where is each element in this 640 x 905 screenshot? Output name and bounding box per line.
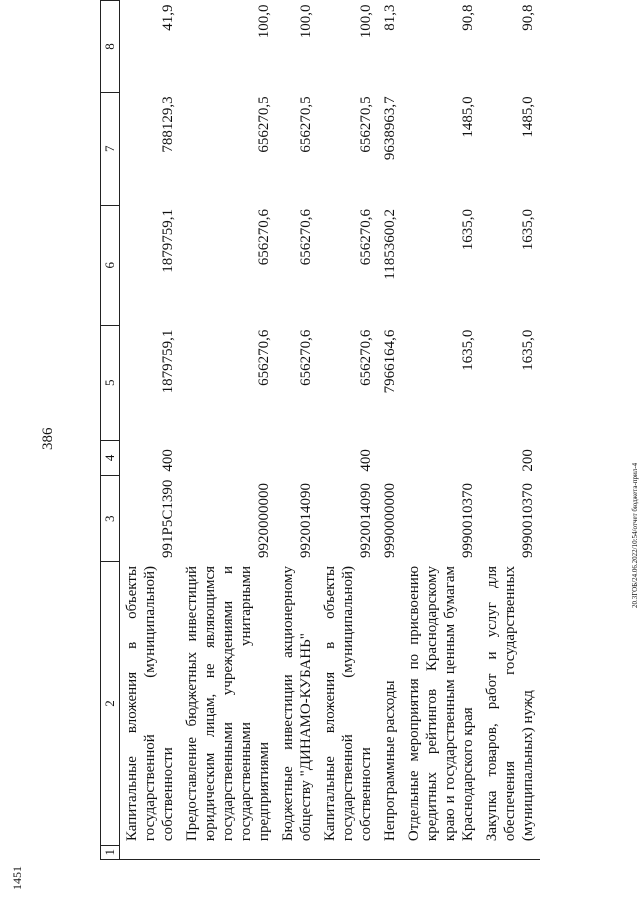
- row-name: Предоставление бюджетных инвестиций юридическим лицам, не являющимся государственными учреждениями и государственными унитарными предприятиями: [184, 565, 272, 842]
- header-col-2: 2: [101, 562, 120, 845]
- row-type: 400: [160, 449, 176, 472]
- row-type: 200: [520, 449, 536, 472]
- row-name: Закупка товаров, работ и услуг для обеспечения государственных (муниципальных) нужд: [484, 565, 536, 842]
- row-value-8: 90,8: [520, 4, 536, 31]
- row-value-6: 656270,6: [298, 209, 314, 266]
- header-col-7: 7: [101, 92, 120, 205]
- row-type: [378, 440, 402, 476]
- row-value-5: 1879759,1: [160, 329, 176, 394]
- table-row: [276, 1, 318, 860]
- row-index-cell: [378, 845, 402, 859]
- row-index-cell: [318, 845, 378, 859]
- row-value-8: 100,0: [256, 4, 272, 39]
- row-value-5: 1635,0: [460, 329, 476, 371]
- row-value-7: 656270,5: [298, 96, 314, 153]
- row-value-6: 1879759,1: [160, 209, 176, 273]
- row-name: Бюджетные инвестиции акционерному обществу "ДИНАМО-КУБАНЬ": [280, 565, 314, 842]
- header-col-5: 5: [101, 326, 120, 440]
- page-number: 386: [40, 427, 56, 450]
- row-type: [276, 440, 318, 476]
- row-type: [180, 440, 276, 476]
- file-reference-note: 20.3ГОБ/24.06.2022/10:54/отчет бюджета-прил-4: [631, 462, 639, 608]
- row-value-6: 1635,0: [460, 209, 476, 251]
- row-value-5: 656270,6: [256, 329, 272, 386]
- row-code: 9920000000: [256, 482, 272, 558]
- row-value-5: 656270,6: [298, 329, 314, 386]
- row-index-cell: [276, 845, 318, 859]
- row-type: 400: [358, 449, 374, 472]
- header-col-1: 1: [101, 845, 120, 859]
- header-col-6: 6: [101, 205, 120, 326]
- row-value-7: 656270,5: [358, 96, 374, 153]
- row-index-cell: [480, 845, 540, 859]
- table-row: [402, 1, 480, 860]
- row-value-7: 1485,0: [520, 96, 536, 138]
- row-code: 991P5C1390: [160, 479, 176, 558]
- table-row: [378, 1, 402, 860]
- row-value-8: 41,9: [160, 4, 176, 31]
- row-code: 9920014090: [298, 482, 314, 558]
- row-value-8: 100,0: [358, 4, 374, 39]
- row-value-7: 788129,3: [160, 96, 176, 153]
- table-row: [480, 1, 540, 860]
- row-name: Капитальные вложения в объекты государственной (муниципальной) собственности: [124, 565, 176, 842]
- row-name: Отдельные мероприятия по присвоению кредитных рейтингов Краснодарскому краю и государственным ценным бумагам Краснодарского края: [406, 565, 476, 842]
- header-col-8: 8: [101, 1, 120, 93]
- row-value-8: 90,8: [460, 4, 476, 31]
- row-value-5: 656270,6: [358, 329, 374, 386]
- row-value-7: 1485,0: [460, 96, 476, 138]
- header-col-3: 3: [101, 476, 120, 562]
- header-col-4: 4: [101, 440, 120, 476]
- row-code: 9920014090: [358, 482, 374, 558]
- table-row: [318, 1, 378, 860]
- row-index-cell: [402, 845, 480, 859]
- budget-table-container: [100, 0, 600, 860]
- row-name: Капитальные вложения в объекты государственной (муниципальной) собственности: [322, 565, 374, 842]
- row-value-8: 81,3: [382, 4, 398, 31]
- budget-table: [100, 0, 540, 860]
- row-value-6: 11853600,2: [382, 209, 398, 280]
- row-value-7: 9638963,7: [382, 96, 398, 161]
- row-value-8: 100,0: [298, 4, 314, 39]
- row-value-5: 1635,0: [520, 329, 536, 371]
- row-value-5: 7966164,6: [382, 329, 398, 394]
- table-row: [180, 1, 276, 860]
- bottom-number: 1451: [10, 866, 24, 890]
- row-code: 9990000000: [382, 482, 398, 558]
- table-row: [120, 1, 181, 860]
- row-index-cell: [180, 845, 276, 859]
- row-name: Непрограммные расходы: [382, 680, 398, 842]
- row-value-6: 656270,6: [256, 209, 272, 266]
- row-value-6: 1635,0: [520, 209, 536, 251]
- header-row: [101, 1, 120, 860]
- row-code: 9990010370: [520, 482, 536, 558]
- row-value-6: 656270,6: [358, 209, 374, 266]
- row-code: 9990010370: [460, 482, 476, 558]
- row-value-7: 656270,5: [256, 96, 272, 153]
- row-type: [402, 440, 480, 476]
- row-index-cell: [120, 845, 181, 859]
